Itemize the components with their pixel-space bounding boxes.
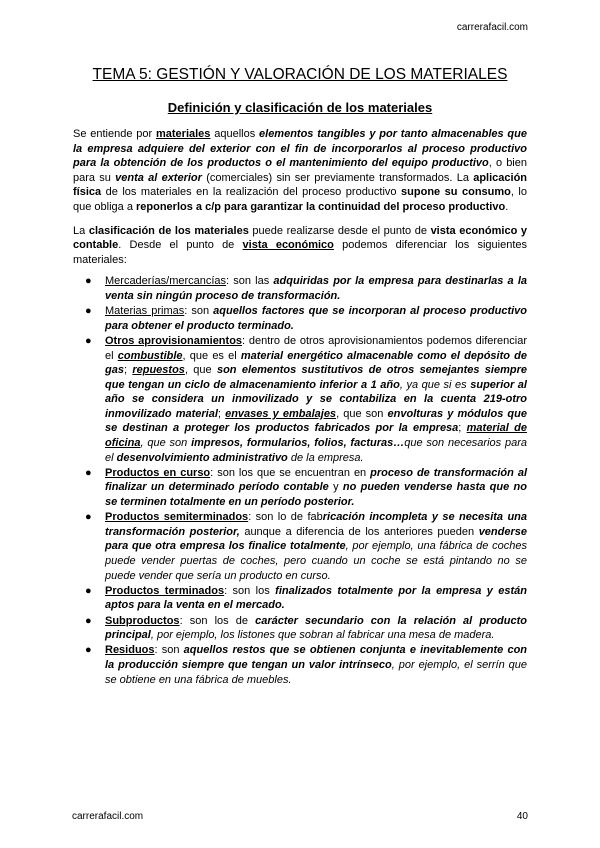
text-run: : son los de <box>179 614 256 627</box>
bullet-icon: ● <box>85 275 92 288</box>
text-run: : son las <box>226 275 274 288</box>
text-run: venta al exterior <box>115 171 202 184</box>
text-run: Subproductos <box>105 614 180 627</box>
bullet-icon: ● <box>85 584 92 597</box>
text-run: y <box>328 481 343 494</box>
section-subtitle: Definición y clasificación de los materiales <box>167 100 433 115</box>
text-run: Materias primas <box>105 305 185 318</box>
text-run: carácter secundario con la relación al producto principal <box>105 614 527 642</box>
text-run: de la empresa. <box>287 451 364 464</box>
text-run: , que es el <box>182 349 241 362</box>
text-run: envases y embalajes <box>225 407 337 420</box>
text-run: material energético almacenable como el depósito de gas <box>105 349 527 377</box>
text-run: , que son <box>336 407 388 420</box>
page-title: TEMA 5: GESTIÓN Y VALORACIÓN DE LOS MATERIALES <box>92 66 508 83</box>
text-run: puede realizarse desde el punto de <box>248 224 431 237</box>
text-run: podemos diferenciar los siguientes materiales: <box>73 239 527 266</box>
bullet-icon: ● <box>85 511 92 524</box>
text-run: materiales <box>155 128 211 140</box>
text-run: vista económico <box>242 239 334 252</box>
text-run: , ya que si es <box>399 378 471 391</box>
text-run: material de oficina <box>105 422 527 450</box>
text-run: repuestos <box>132 364 185 377</box>
classification-paragraph <box>73 224 527 268</box>
definition-paragraph <box>73 127 527 215</box>
text-run: de los materiales en la realización del proceso productivo <box>101 186 402 199</box>
text-run: , o bien para su <box>73 157 527 184</box>
bullet-icon: ● <box>85 305 92 318</box>
list-item <box>73 274 527 303</box>
text-run: venderse para que otra empresa los finalice totalmente <box>105 525 527 553</box>
text-run: ; <box>123 364 133 377</box>
text-run: no pueden venderse hasta que no se terminen totalmente en un período posterior. <box>105 481 527 509</box>
text-run: Residuos <box>105 644 155 657</box>
text-run: : son <box>154 644 184 657</box>
text-run: , lo que obliga a <box>73 186 527 213</box>
text-run: aplicación física <box>73 171 528 199</box>
text-run: aquellos restos que se obtienen conjunta e inevitablemente con la producción siempre que tengan un valor intrínseco <box>105 644 528 671</box>
page-number: 40 <box>516 811 528 822</box>
list-item <box>73 584 527 613</box>
text-run: . Desde el punto de <box>118 239 243 252</box>
text-run: elementos tangibles y por tanto almacenables que la empresa adquiere del exterior con el fin de incorporarlos al proceso productivo para la obtención de los productos o el mantenimiento del equipo productivo <box>73 128 527 170</box>
text-run: (comerciales) sin ser previamente transformados. La <box>201 171 474 184</box>
bullet-icon: ● <box>85 466 92 479</box>
text-run: aunque a diferencia de los anteriores pueden <box>239 525 479 538</box>
text-run: ; <box>458 422 467 435</box>
bullet-icon: ● <box>85 644 92 657</box>
text-run: : dentro de otros aprovisionamientos podemos diferenciar el <box>105 334 527 362</box>
list-item <box>73 466 527 510</box>
text-run: , por ejemplo, el serrín que se obtiene en una fábrica de muebles. <box>105 658 527 686</box>
text-run: , que son <box>140 437 192 450</box>
text-run: impresos, formularios, folios, facturas… <box>191 437 405 450</box>
bullet-icon: ● <box>85 614 92 627</box>
text-run: . <box>505 200 509 213</box>
text-run: superior al año se considera un inmovilizado y se contabiliza en la cuenta 219-otro inmovilizado material <box>105 378 527 420</box>
list-item <box>73 614 527 643</box>
text-run: Productos terminados <box>105 584 225 597</box>
list-item <box>73 304 527 333</box>
text-run: : son los <box>224 584 276 597</box>
text-run: combustible <box>117 349 183 362</box>
text-run: ricación incompleta y se necesita una transformación posterior, <box>105 511 527 538</box>
text-run: , por ejemplo, una fábrica de coches puede vender puertas de coches, pero cuando un coche se está pintando no se puede vender que sería un producto en curso. <box>105 540 527 582</box>
text-run: aquellos <box>210 128 260 140</box>
text-run: Productos semiterminados <box>105 511 249 524</box>
text-run: son elementos sustitutivos de otros semejantes siempre que tengan un ciclo de almacenamiento inferior a 1 año <box>105 364 527 391</box>
text-run: clasificación de los materiales <box>88 224 249 237</box>
bullet-icon: ● <box>85 334 92 347</box>
list-item <box>73 643 527 687</box>
text-run: , por ejemplo, los listones que sobran al fabricar una mesa de madera. <box>150 629 495 642</box>
header-site-label: carrerafacil.com <box>456 22 528 33</box>
text-run: vista económico y contable <box>73 224 528 252</box>
text-run: finalizados totalmente por la empresa y están aptos para la venta en el mercado. <box>105 584 528 612</box>
text-run: : son <box>184 305 214 318</box>
text-run: adquiridas por la empresa para destinarlas a la venta sin ningún proceso de transformación. <box>105 275 527 302</box>
text-run: envolturas y módulos que se destinan a proteger los productos fabricados por la empresa <box>105 407 527 435</box>
text-run: Productos en curso <box>105 466 211 479</box>
text-run: Se entiende por <box>73 128 156 140</box>
text-run: supone su consumo <box>401 186 511 199</box>
text-run: Mercaderías/mercancías <box>105 275 227 288</box>
list-item <box>73 334 527 465</box>
footer-site-label: carrerafacil.com <box>72 811 144 822</box>
text-run: La <box>73 224 89 237</box>
text-run: que son necesarios para el <box>105 437 527 464</box>
text-run: ; <box>217 407 226 420</box>
text-run: proceso de transformación al finalizar un determinado período contable <box>105 466 528 494</box>
materials-list <box>73 274 527 687</box>
text-run: desenvolvimiento administrativo <box>116 451 288 464</box>
document-body <box>73 127 527 688</box>
text-run: , que <box>184 364 217 377</box>
text-run: reponerlos a c/p para garantizar la continuidad del proceso productivo <box>136 200 506 213</box>
text-run: : son lo de fab <box>248 511 323 524</box>
list-item <box>73 510 527 583</box>
text-run: aquellos factores que se incorporan al proceso productivo para obtener el producto terminado. <box>105 305 527 332</box>
text-run: Otros aprovisionamientos <box>105 334 243 347</box>
text-run: : son los que se encuentran en <box>210 466 371 479</box>
